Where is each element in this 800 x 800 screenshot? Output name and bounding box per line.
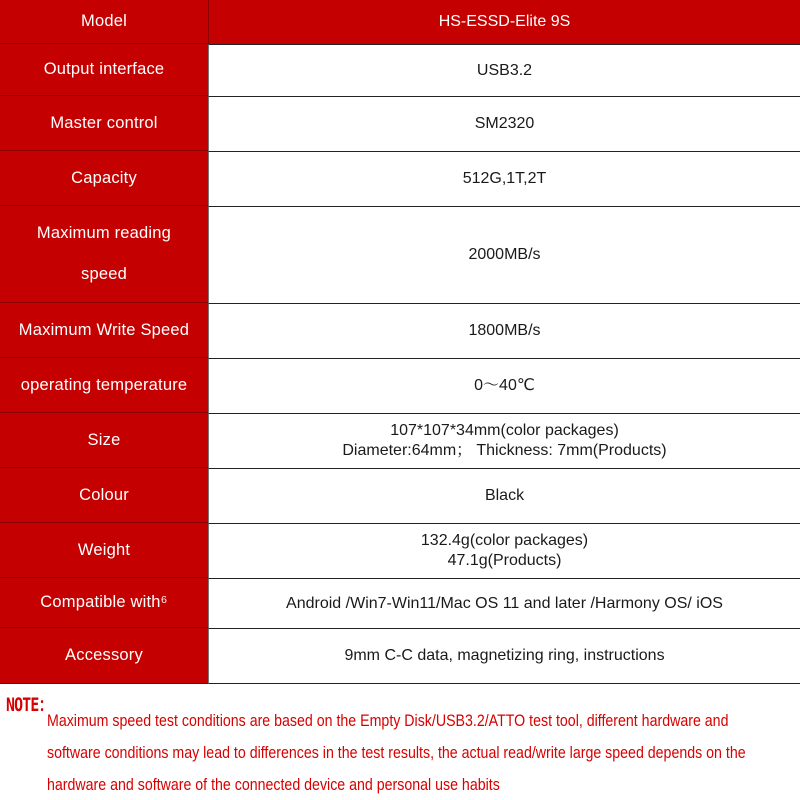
spec-value: [208, 468, 800, 523]
spec-value: [208, 206, 800, 303]
spec-value: [208, 628, 800, 684]
spec-label: Maximum Write Speed: [0, 303, 208, 358]
spec-label: Output interface: [0, 44, 208, 96]
spec-value-line: 0～40℃: [474, 377, 535, 394]
spec-label: Master control: [0, 96, 208, 151]
note-line: hardware and software of the connected device and personal use habits: [47, 776, 500, 794]
spec-value-line: 47.1g(Products): [447, 552, 562, 569]
spec-value: [208, 303, 800, 358]
spec-value-line: HS-ESSD-Elite 9S: [438, 13, 571, 30]
note-line: Maximum speed test conditions are based on the Empty Disk/USB3.2/ATTO test tool, different hardware and: [47, 712, 729, 730]
spec-row-size: [0, 413, 800, 468]
spec-label: Weight: [0, 523, 208, 578]
spec-label: Accessory: [0, 628, 208, 684]
spec-value: [208, 96, 800, 151]
note-line: software conditions may lead to differences in the test results, the actual read/write large speed depends on the: [47, 744, 746, 762]
spec-label: Compatible with⁶: [0, 578, 208, 628]
spec-value-line: 107*107*34mm(color packages): [390, 422, 619, 439]
spec-label: Capacity: [0, 151, 208, 206]
spec-value-line: Android /Win7-Win11/Mac OS 11 and later /Harmony OS/ iOS: [286, 594, 723, 612]
spec-value-line: 512G,1T,2T: [462, 170, 547, 187]
spec-value-line: 1800MB/s: [468, 322, 541, 339]
note-title: NOTE：: [6, 694, 53, 716]
note-section: [0, 684, 800, 800]
spec-row-max-write-speed: [0, 303, 800, 358]
spec-value-line: Black: [484, 487, 525, 504]
spec-row-max-reading-speed: [0, 206, 800, 303]
spec-label: Maximum reading speed: [0, 206, 208, 303]
spec-value: [208, 0, 800, 44]
spec-row-weight: [0, 523, 800, 578]
spec-row-master-control: [0, 96, 800, 151]
spec-value-line: 132.4g(color packages): [420, 532, 589, 549]
spec-value-line: USB3.2: [476, 61, 533, 79]
spec-label: Size: [0, 413, 208, 468]
spec-value: [208, 578, 800, 628]
spec-label: operating temperature: [0, 358, 208, 413]
spec-label: Model: [0, 0, 208, 44]
spec-row-model: [0, 0, 800, 44]
spec-value-line: 9mm C-C data, magnetizing ring, instructions: [344, 647, 665, 664]
spec-value: [208, 151, 800, 206]
spec-row-capacity: [0, 151, 800, 206]
spec-value: [208, 44, 800, 96]
spec-value-line: 2000MB/s: [468, 246, 541, 263]
spec-value: [208, 413, 800, 468]
spec-label: Colour: [0, 468, 208, 523]
spec-value: [208, 523, 800, 578]
spec-row-operating-temperature: [0, 358, 800, 413]
spec-row-output-interface: [0, 44, 800, 96]
spec-row-accessory: [0, 628, 800, 684]
spec-value: [208, 358, 800, 413]
spec-row-compatible-with: [0, 578, 800, 628]
spec-value-line: SM2320: [474, 115, 535, 132]
spec-value-line: Diameter:64mm； Thickness: 7mm(Products): [342, 442, 667, 459]
spec-row-colour: [0, 468, 800, 523]
